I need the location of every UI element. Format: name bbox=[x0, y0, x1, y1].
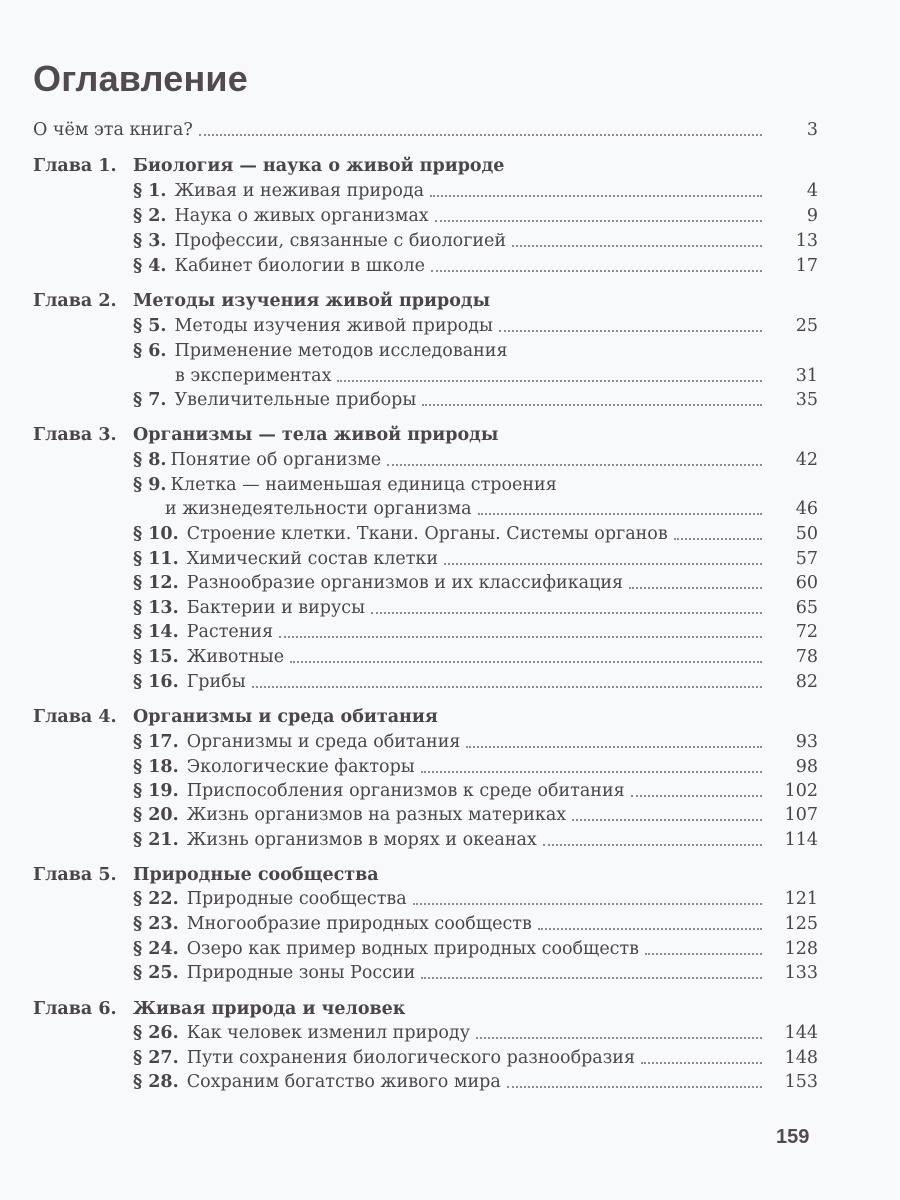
section-number: § 4. bbox=[133, 256, 167, 276]
section-number: § 16. bbox=[133, 672, 179, 692]
dot-leader bbox=[290, 660, 762, 663]
chapter-title: Организмы — тела живой природы bbox=[133, 425, 499, 445]
section-number: § 11. bbox=[133, 549, 179, 569]
section-title: Методы изучения живой природы bbox=[174, 316, 493, 336]
section-title: Природные зоны России bbox=[186, 963, 416, 983]
page-number: 159 bbox=[776, 1126, 810, 1148]
section-number: § 7. bbox=[133, 390, 167, 410]
entry-page: 17 bbox=[795, 256, 818, 276]
entry-page: 78 bbox=[795, 647, 818, 667]
toc-entry[interactable] bbox=[133, 229, 818, 253]
dot-leader bbox=[387, 463, 762, 466]
section-title: Грибы bbox=[186, 672, 246, 692]
entry-page: 144 bbox=[784, 1023, 818, 1043]
dot-leader bbox=[572, 818, 762, 821]
chapter-heading bbox=[33, 289, 490, 313]
toc-entry[interactable] bbox=[133, 388, 818, 412]
section-title: Многообразие природных сообществ bbox=[186, 914, 532, 934]
chapter-label: Глава 2. bbox=[33, 291, 117, 311]
entry-page: 4 bbox=[806, 181, 818, 201]
dot-leader bbox=[466, 745, 762, 748]
toc-entry[interactable] bbox=[133, 937, 818, 961]
dot-leader bbox=[430, 194, 762, 197]
dot-leader bbox=[629, 586, 762, 589]
dot-leader bbox=[413, 902, 762, 905]
section-title: Жизнь организмов в морях и океанах bbox=[186, 830, 537, 850]
entry-title: О чём эта книга? bbox=[33, 120, 193, 140]
entry-page: 102 bbox=[784, 781, 818, 801]
toc-entry[interactable] bbox=[133, 596, 818, 620]
section-title: Профессии, связанные с биологией bbox=[174, 231, 507, 251]
dot-leader bbox=[279, 635, 762, 638]
toc-entry[interactable] bbox=[133, 730, 818, 754]
section-number: § 15. bbox=[133, 647, 179, 667]
section-number: § 21. bbox=[133, 830, 179, 850]
dot-leader bbox=[478, 512, 762, 515]
section-title: Организмы и среда обитания bbox=[186, 732, 461, 752]
chapter-heading bbox=[33, 705, 438, 729]
dot-leader bbox=[641, 1061, 762, 1064]
section-title: Озеро как пример водных природных сообществ bbox=[186, 939, 640, 959]
toc-entry[interactable] bbox=[133, 1046, 818, 1070]
entry-page: 31 bbox=[795, 366, 818, 386]
entry-page: 114 bbox=[784, 830, 818, 850]
toc-entry[interactable] bbox=[133, 1070, 818, 1094]
chapter-title: Живая природа и человек bbox=[133, 999, 406, 1019]
chapter-label: Глава 6. bbox=[33, 999, 117, 1019]
dot-leader bbox=[337, 379, 762, 382]
dot-leader bbox=[371, 611, 762, 614]
dot-leader bbox=[674, 537, 762, 540]
entry-page: 35 bbox=[795, 390, 818, 410]
section-title: Применение методов исследования bbox=[174, 341, 508, 361]
toc-entry-intro[interactable] bbox=[33, 118, 818, 142]
entry-page: 9 bbox=[806, 206, 818, 226]
toc-entry[interactable] bbox=[133, 179, 818, 203]
dot-leader bbox=[199, 133, 762, 136]
toc-entry[interactable] bbox=[133, 448, 818, 472]
dot-leader bbox=[435, 219, 762, 222]
toc-entry[interactable] bbox=[133, 522, 818, 546]
dot-leader bbox=[538, 927, 762, 930]
toc-entry[interactable] bbox=[133, 473, 818, 497]
section-title: Растения bbox=[186, 622, 274, 642]
entry-page: 60 bbox=[795, 573, 818, 593]
dot-leader bbox=[645, 952, 762, 955]
section-title: Кабинет биологии в школе bbox=[174, 256, 426, 276]
section-title-continuation: и жизнедеятельности организма bbox=[165, 499, 472, 519]
entry-page: 50 bbox=[795, 524, 818, 544]
section-number: § 25. bbox=[133, 963, 179, 983]
section-number: § 27. bbox=[133, 1048, 179, 1068]
section-number: § 20. bbox=[133, 805, 179, 825]
entry-page: 57 bbox=[795, 549, 818, 569]
chapter-title: Природные сообщества bbox=[133, 865, 379, 885]
dot-leader bbox=[507, 1085, 762, 1088]
page-title: Оглавление bbox=[33, 58, 248, 99]
dot-leader bbox=[422, 403, 762, 406]
section-number: § 14. bbox=[133, 622, 179, 642]
dot-leader bbox=[499, 329, 762, 332]
toc-entry[interactable] bbox=[133, 620, 818, 644]
section-title: Увеличительные приборы bbox=[174, 390, 417, 410]
section-number: § 8. bbox=[133, 450, 167, 470]
chapter-label: Глава 5. bbox=[33, 865, 117, 885]
entry-page: 153 bbox=[784, 1072, 818, 1092]
chapter-heading bbox=[33, 863, 379, 887]
section-number: § 26. bbox=[133, 1023, 179, 1043]
section-title: Строение клетки. Ткани. Органы. Системы органов bbox=[186, 524, 668, 544]
entry-page: 82 bbox=[795, 672, 818, 692]
section-number: § 9. bbox=[133, 475, 167, 495]
entry-page: 3 bbox=[806, 120, 818, 140]
toc-entry[interactable] bbox=[133, 339, 818, 363]
section-number: § 23. bbox=[133, 914, 179, 934]
section-title: Наука о живых организмах bbox=[174, 206, 429, 226]
section-number: § 10. bbox=[133, 524, 179, 544]
toc-entry[interactable] bbox=[133, 779, 818, 803]
toc-entry-continuation[interactable] bbox=[165, 497, 818, 521]
dot-leader bbox=[444, 562, 762, 565]
chapter-title: Биология — наука о живой природе bbox=[133, 156, 505, 176]
entry-page: 121 bbox=[784, 889, 818, 909]
section-number: § 24. bbox=[133, 939, 179, 959]
section-number: § 5. bbox=[133, 316, 167, 336]
dot-leader bbox=[252, 685, 762, 688]
chapter-label: Глава 4. bbox=[33, 707, 117, 727]
section-title: Сохраним богатство живого мира bbox=[186, 1072, 501, 1092]
entry-page: 42 bbox=[795, 450, 818, 470]
section-number: § 6. bbox=[133, 341, 167, 361]
chapter-heading bbox=[33, 997, 405, 1021]
toc-entry[interactable] bbox=[133, 204, 818, 228]
chapter-heading bbox=[33, 423, 498, 447]
section-title: Жизнь организмов на разных материках bbox=[186, 805, 567, 825]
section-title: Понятие об организме bbox=[170, 450, 382, 470]
section-title: Как человек изменил природу bbox=[186, 1023, 470, 1043]
entry-page: 46 bbox=[795, 499, 818, 519]
section-number: § 1. bbox=[133, 181, 167, 201]
toc-entry[interactable] bbox=[133, 1021, 818, 1045]
chapter-label: Глава 3. bbox=[33, 425, 117, 445]
toc-entry[interactable] bbox=[133, 254, 818, 278]
entry-page: 133 bbox=[784, 963, 818, 983]
entry-page: 25 bbox=[795, 316, 818, 336]
section-title: Приспособления организмов к среде обитания bbox=[186, 781, 625, 801]
section-number: § 28. bbox=[133, 1072, 179, 1092]
chapter-heading bbox=[33, 154, 504, 178]
entry-page: 65 bbox=[795, 598, 818, 618]
section-number: § 3. bbox=[133, 231, 167, 251]
section-number: § 18. bbox=[133, 757, 179, 777]
dot-leader bbox=[421, 976, 762, 979]
section-title: Химический состав клетки bbox=[186, 549, 439, 569]
dot-leader bbox=[476, 1036, 762, 1039]
entry-page: 93 bbox=[795, 732, 818, 752]
dot-leader bbox=[421, 770, 762, 773]
chapter-title: Методы изучения живой природы bbox=[133, 291, 491, 311]
section-title: Разнообразие организмов и их классификация bbox=[186, 573, 624, 593]
dot-leader bbox=[431, 269, 762, 272]
entry-page: 13 bbox=[795, 231, 818, 251]
section-title: Животные bbox=[186, 647, 285, 667]
entry-page: 98 bbox=[795, 757, 818, 777]
section-title: Живая и неживая природа bbox=[174, 181, 425, 201]
toc-entry[interactable] bbox=[133, 912, 818, 936]
section-number: § 22. bbox=[133, 889, 179, 909]
dot-leader bbox=[543, 843, 762, 846]
dot-leader bbox=[631, 794, 762, 797]
toc-entry-continuation[interactable] bbox=[175, 364, 818, 388]
section-number: § 19. bbox=[133, 781, 179, 801]
entry-page: 72 bbox=[795, 622, 818, 642]
toc-entry[interactable] bbox=[133, 571, 818, 595]
entry-page: 128 bbox=[784, 939, 818, 959]
toc-entry[interactable] bbox=[133, 887, 818, 911]
section-title: Пути сохранения биологического разнообразия bbox=[186, 1048, 635, 1068]
entry-page: 148 bbox=[784, 1048, 818, 1068]
toc-entry[interactable] bbox=[133, 755, 818, 779]
toc-entry[interactable] bbox=[133, 803, 818, 827]
section-number: § 2. bbox=[133, 206, 167, 226]
toc-entry[interactable] bbox=[133, 645, 818, 669]
toc-entry[interactable] bbox=[133, 547, 818, 571]
section-title: Экологические факторы bbox=[186, 757, 415, 777]
entry-page: 125 bbox=[784, 914, 818, 934]
toc-entry[interactable] bbox=[133, 828, 818, 852]
toc-entry[interactable] bbox=[133, 314, 818, 338]
chapter-title: Организмы и среда обитания bbox=[133, 707, 438, 727]
section-number: § 17. bbox=[133, 732, 179, 752]
toc-entry[interactable] bbox=[133, 961, 818, 985]
section-number: § 13. bbox=[133, 598, 179, 618]
entry-page: 107 bbox=[784, 805, 818, 825]
section-title: Клетка — наименьшая единица строения bbox=[170, 475, 557, 495]
toc-entry[interactable] bbox=[133, 670, 818, 694]
dot-leader bbox=[512, 244, 762, 247]
section-title: Бактерии и вирусы bbox=[186, 598, 366, 618]
section-title-continuation: в экспериментах bbox=[175, 366, 332, 386]
section-number: § 12. bbox=[133, 573, 179, 593]
section-title: Природные сообщества bbox=[186, 889, 407, 909]
chapter-label: Глава 1. bbox=[33, 156, 117, 176]
